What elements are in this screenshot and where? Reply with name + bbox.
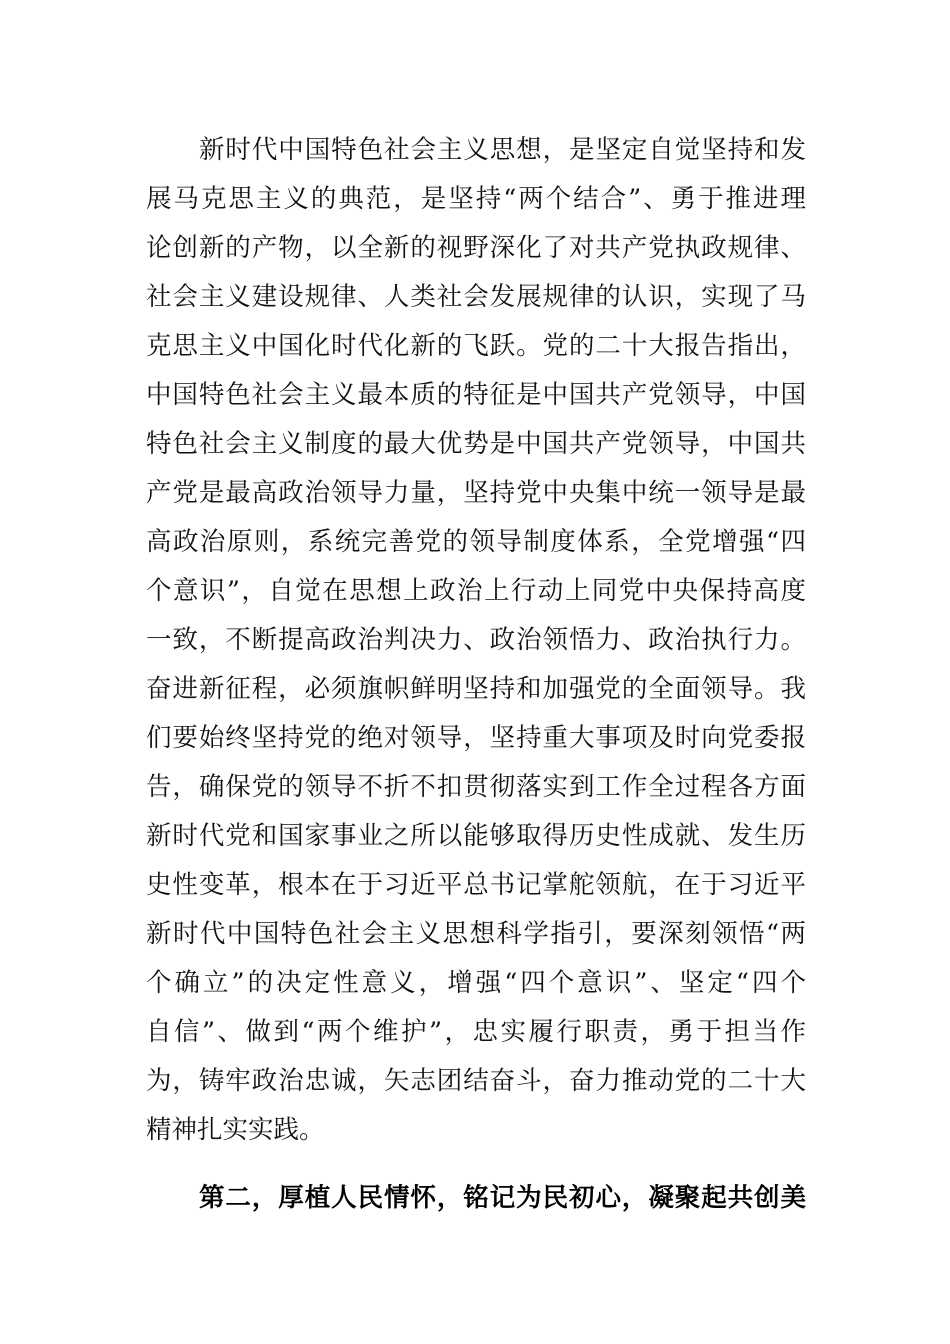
paragraph-line: 个意识”，自觉在思想上政治上行动上同党中央保持高度 (146, 576, 806, 606)
paragraph-line: 展马克思主义的典范，是坚持“两个结合”、勇于推进理 (146, 184, 806, 214)
body-paragraph (146, 126, 806, 1155)
paragraph-line: 产党是最高政治领导力量，坚持党中央集中统一领导是最 (146, 478, 806, 508)
paragraph-line: 们要始终坚持党的绝对领导，坚持重大事项及时向党委报 (146, 723, 806, 753)
paragraph-line: 奋进新征程，必须旗帜鲜明坚持和加强党的全面领导。我 (146, 674, 806, 704)
paragraph-line: 中国特色社会主义最本质的特征是中国共产党领导，中国 (146, 380, 806, 410)
paragraph-line: 克思主义中国化时代化新的飞跃。党的二十大报告指出， (146, 331, 806, 361)
paragraph-line: 一致，不断提高政治判决力、政治领悟力、政治执行力。 (146, 625, 806, 655)
paragraph-line: 个确立”的决定性意义，增强“四个意识”、坚定“四个 (146, 968, 806, 998)
paragraph-line: 新时代中国特色社会主义思想，是坚定自觉坚持和发 (199, 135, 806, 165)
paragraph-line: 告，确保党的领导不折不扣贯彻落实到工作全过程各方面 (146, 772, 806, 802)
paragraph-line: 新时代党和国家事业之所以能够取得历史性成就、发生历 (146, 821, 806, 851)
paragraph-line: 新时代中国特色社会主义思想科学指引，要深刻领悟“两 (146, 919, 806, 949)
paragraph-line: 精神扎实实践。 (146, 1115, 325, 1145)
paragraph-line: 特色社会主义制度的最大优势是中国共产党领导，中国共 (146, 429, 806, 459)
paragraph-line: 高政治原则，系统完善党的领导制度体系，全党增强“四 (146, 527, 806, 557)
paragraph-line: 自信”、做到“两个维护”，忠实履行职责，勇于担当作 (146, 1017, 806, 1047)
paragraph-line: 论创新的产物，以全新的视野深化了对共产党执政规律、 (146, 233, 806, 263)
paragraph-line: 为，铸牢政治忠诚，矢志团结奋斗，奋力推动党的二十大 (146, 1066, 806, 1096)
section-heading: 第二，厚植人民情怀，铭记为民初心，凝聚起共创美 (199, 1183, 806, 1213)
paragraph-line: 史性变革，根本在于习近平总书记掌舵领航，在于习近平 (146, 870, 806, 900)
paragraph-line: 社会主义建设规律、人类社会发展规律的认识，实现了马 (146, 282, 806, 312)
